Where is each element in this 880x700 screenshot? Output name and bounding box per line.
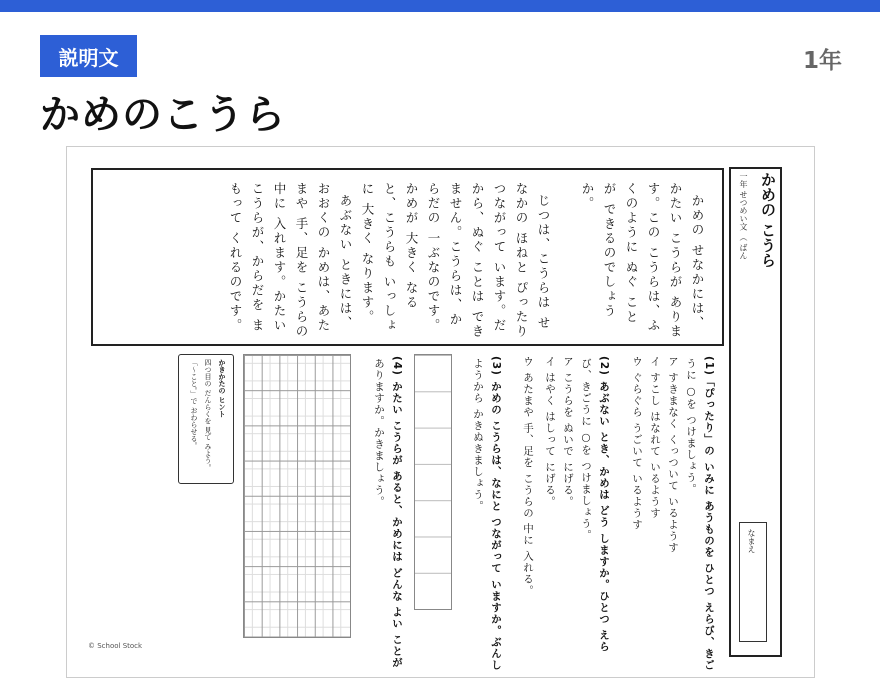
story-line: くのように ぬぐ こと (624, 182, 639, 325)
story-line: つながって います。だ (492, 182, 507, 333)
story-line: と、こうらも いっしょ (382, 182, 397, 333)
story-line: かたい こうらが ありま (668, 182, 683, 339)
story-line: もって くれるのです。 (228, 182, 243, 333)
worksheet-title: かめの こうら (759, 172, 777, 268)
worksheet-subtitle: 一年 せつめい文 （ ばん (739, 172, 748, 260)
question-line: ア すきまなく くっついて いるようす (667, 356, 679, 554)
copyright: © School Stock (88, 642, 143, 650)
question-line: (2) あぶない とき、かめは どう しますか。ひとつ えら (598, 356, 610, 653)
story-line: らだの 一ぶなのです。 (426, 182, 441, 333)
question-line: (4) かたい こうらが あると、かめには どんな よい ことが (391, 356, 403, 669)
story-line: かめの せなかには、 (690, 194, 705, 331)
hint-box (178, 354, 234, 484)
name-label: なまえ (747, 529, 756, 553)
story-line: こうらが、からだを ま (250, 182, 265, 333)
story-line: まや 手、足を こうらの (294, 182, 309, 339)
story-line: に 大きく なります。 (360, 182, 375, 325)
hint-line: 「〜こと。」で おわらせる。 (190, 359, 198, 449)
question-line: イ すこし はなれて いるようす (649, 356, 661, 519)
hint-line: 四つ目の だんらくを 見て みよう。 (204, 359, 212, 471)
question-line: び、きごうに ○を つけましょう。 (580, 358, 592, 541)
story-line: から、ぬぐ ことは でき (470, 182, 485, 339)
question-line: ウ ぐらぐら うごいて いるようす (631, 356, 643, 531)
question-line: (3) かめの こうらは、なにと つながって いますか。ぶんし (490, 356, 502, 671)
story-line: す。この こうらは、ふ (646, 182, 661, 333)
story-line: か。 (580, 182, 595, 211)
story-line: 中に 入れます。かたい (272, 182, 287, 333)
question-line: うに ○を つけましょう。 (685, 358, 697, 495)
story-line: ません。こうらは、か (448, 182, 463, 327)
answer-grid-q4 (243, 354, 351, 638)
story-line: おおくの かめは、あた (316, 182, 331, 333)
question-line: ア こうらを ぬいで にげる。 (562, 356, 574, 508)
story-line: あぶない ときには、 (338, 194, 353, 331)
story-line: かめが 大きく なる (404, 182, 419, 310)
story-line: なかの ほねと ぴったり (514, 182, 529, 339)
story-line: が できるのでしょう (602, 182, 617, 319)
top-accent-bar (0, 0, 880, 12)
question-line: ようから かきぬきましょう。 (472, 358, 484, 512)
page-title: かめのこうら (40, 92, 286, 138)
category-badge: 説明文 (40, 35, 137, 77)
question-line: イ はやく はしって にげる。 (544, 356, 556, 508)
story-line: じつは、こうらは せ (536, 194, 551, 331)
grade-label: 1年 (802, 48, 842, 74)
hint-line: かきかたの ヒント (218, 359, 226, 418)
question-line: ありますか。かきましょう。 (373, 358, 385, 508)
answer-grid-q3 (414, 354, 452, 610)
question-line: ウ あたまや 手、足を こうらの 中に 入れる。 (522, 356, 534, 597)
question-line: (1)「ぴったり」の いみに あうものを ひとつ えらび、きご (703, 356, 715, 671)
name-box (739, 522, 767, 642)
